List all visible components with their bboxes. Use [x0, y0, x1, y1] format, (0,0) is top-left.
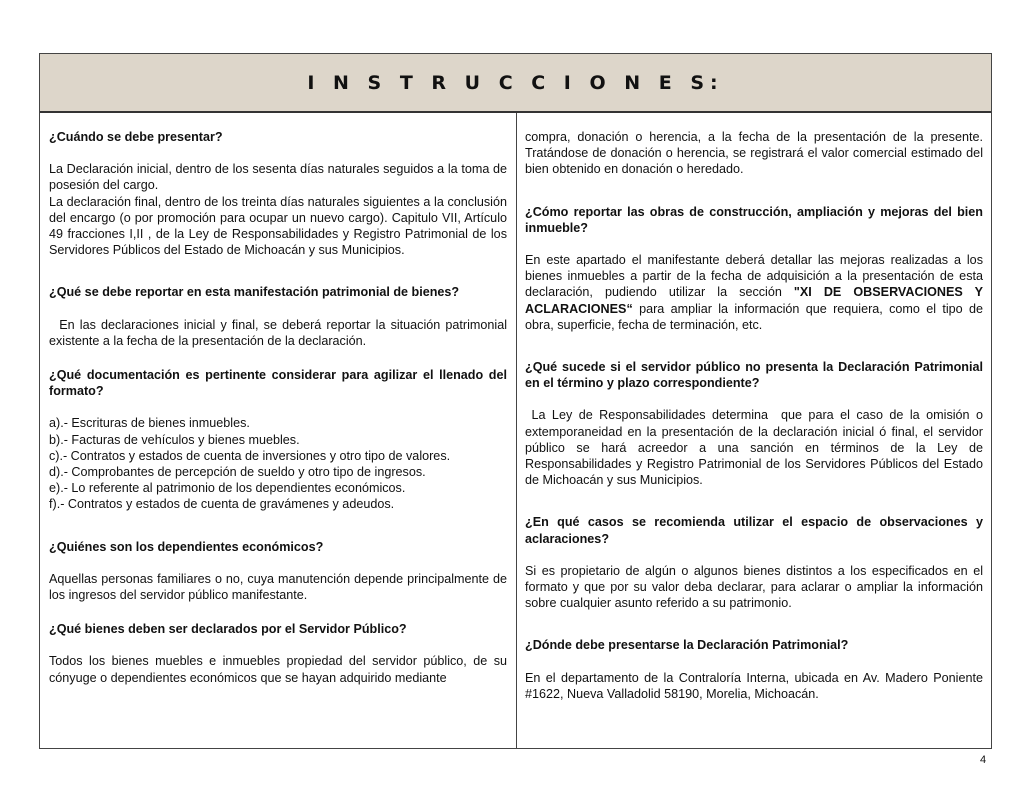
answer-final-declaration: La declaración final, dentro de los treinta días naturales siguientes a la conclusión del encargo (o por promoción para ocupar un nuevo cargo). Capitulo VII, Artículo 49 fracciones I,II , de la Ley de Responsabilidades y Registro Patrimonial de los Servidores Públicos del Estado de Michoacán y sus Municipios.	[49, 194, 507, 258]
question-non-compliance: ¿Qué sucede si el servidor público no presenta la Declaración Patrimonial en el término y plazo correspondiente?	[525, 360, 983, 391]
answer-improvements	[525, 252, 983, 333]
column-divider	[516, 113, 517, 748]
question-when: ¿Cuándo se debe presentar?	[49, 130, 223, 144]
list-item: d).- Comprobantes de percepción de sueldo y otro tipo de ingresos.	[49, 465, 426, 480]
answer-assets-continued: compra, donación o herencia, a la fecha de la presentación de la presente. Tratándose de donación o herencia, se registrará el valor comercial estimado del bien obtenido en donación o heredado.	[525, 130, 983, 177]
documentation-list	[49, 415, 507, 512]
list-item: c).- Contratos y estados de cuenta de inversiones y otro tipo de valores.	[49, 448, 451, 463]
page-number: 4	[980, 754, 987, 766]
answer-observations: Si es propietario de algún o algunos bienes distintos a los especificados en el formato y que por su valor deba declarar, para aclarar o ampliar la información sobre cualquier asunto referido a su patrimonio.	[525, 563, 983, 611]
title-bar	[40, 54, 991, 113]
right-column	[525, 129, 987, 702]
section-reference: "XI DE OBSERVACIONES Y ACLARACIONES“	[525, 285, 984, 316]
answer-dependents: Aquellas personas familiares o no, cuya manutención depende principalmente de los ingresos del servidor público manifestante.	[49, 571, 507, 603]
list-item: a).- Escrituras de bienes inmuebles.	[49, 416, 250, 431]
answer-improvements-text: En este apartado el manifestante deberá detallar las mejoras realizadas a los bienes inmuebles a partir de la fecha de adquisición a la presentación de esta declaración, pudiendo utilizar la sección	[525, 253, 983, 300]
page-title: I N S T R U C C I O N E S:	[307, 71, 724, 94]
answer-where: En el departamento de la Contraloría Interna, ubicada en Av. Madero Poniente #1622, Nueva Valladolid 58190, Morelia, Michoacán.	[525, 670, 983, 701]
question-observations: ¿En qué casos se recomienda utilizar el espacio de observaciones y aclaraciones?	[525, 515, 983, 546]
question-what-to-report: ¿Qué se debe reportar en esta manifestación patrimonial de bienes?	[49, 285, 460, 300]
question-documentation: ¿Qué documentación es pertinente considerar para agilizar el llenado del formato?	[49, 368, 507, 399]
list-item: e).- Lo referente al patrimonio de los dependientes económicos.	[49, 481, 406, 496]
answer-initial-declaration: La Declaración inicial, dentro de los sesenta días naturales seguidos a la toma de posesión del cargo.	[49, 162, 507, 193]
answer-non-compliance: La Ley de Responsabilidades determina que para el caso de la omisión o extemporaneidad en la presentación de la declaración inicial ó final, el servidor público se hará acreedor a una sanción en términos de la Ley de Responsabilidades y Registro Patrimonial de los Servidores Públicos del Estado de Michoacán y sus Municipios.	[525, 408, 987, 488]
left-column	[49, 129, 511, 686]
answer-assets-to-declare: Todos los bienes muebles e inmuebles propiedad del servidor público, de su cónyuge o dependientes económicos que se hayan adquirido mediante	[49, 654, 507, 685]
instructions-table	[39, 53, 992, 749]
answer-improvements-tail: para ampliar la información que requiera, como el tipo de obra, superficie, fecha de terminación, etc.	[525, 301, 983, 332]
list-item: b).- Facturas de vehículos y bienes muebles.	[49, 432, 300, 447]
answer-what-to-report: En las declaraciones inicial y final, se deberá reportar la situación patrimonial existente a la fecha de la presentación de la declaración.	[49, 317, 511, 348]
question-assets-to-declare: ¿Qué bienes deben ser declarados por el Servidor Público?	[49, 622, 407, 637]
question-dependents: ¿Quiénes son los dependientes económicos?	[49, 539, 324, 554]
question-where: ¿Dónde debe presentarse la Declaración Patrimonial?	[525, 638, 849, 653]
list-item: f).- Contratos y estados de cuenta de gravámenes y adeudos.	[49, 497, 395, 512]
question-improvements: ¿Cómo reportar las obras de construcción, ampliación y mejoras del bien inmueble?	[525, 204, 983, 235]
